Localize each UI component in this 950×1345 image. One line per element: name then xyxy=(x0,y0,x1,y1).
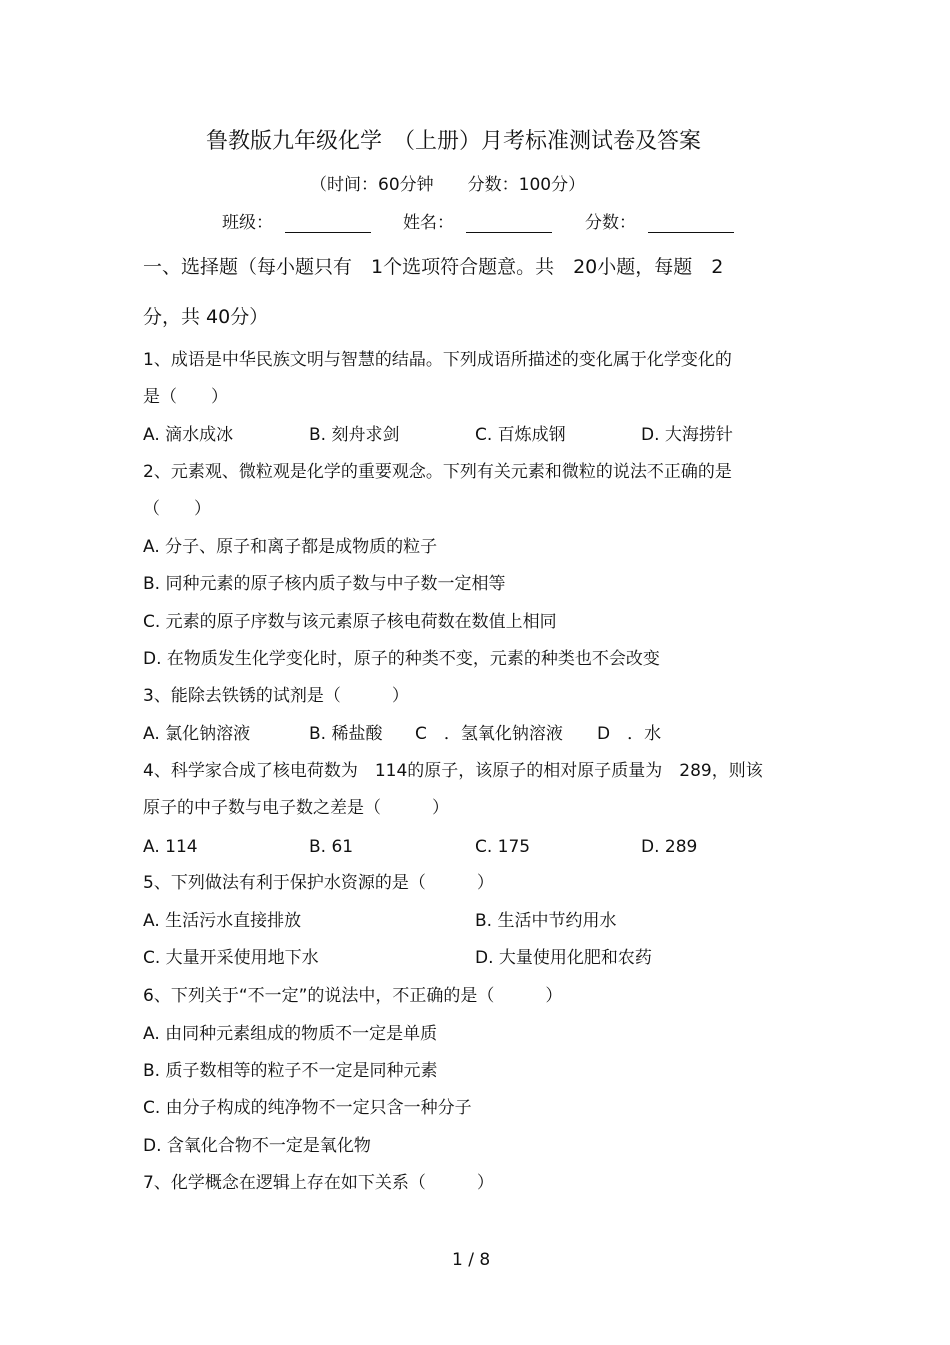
question-1-option-a[interactable]: A. 滴水成冰 xyxy=(143,425,234,445)
question-4-stem-cont: 原子的中子数与电子数之差是（ ） xyxy=(143,798,449,818)
question-5-option-d[interactable]: D. 大量使用化肥和农药 xyxy=(475,948,652,968)
question-5-option-b[interactable]: B. 生活中节约用水 xyxy=(475,911,617,931)
name-label: 姓名： xyxy=(403,213,454,233)
question-4-stem: 4、科学家合成了核电荷数为 114的原子，该原子的相对原子质量为 289，则该 xyxy=(143,761,763,781)
question-2-stem-cont: （ ） xyxy=(143,499,211,519)
question-1-option-b[interactable]: B. 刻舟求剑 xyxy=(309,425,400,445)
question-2-option-d[interactable]: D. 在物质发生化学变化时，原子的种类不变，元素的种类也不会改变 xyxy=(143,649,660,669)
question-2-option-b[interactable]: B. 同种元素的原子核内质子数与中子数一定相等 xyxy=(143,574,506,594)
question-7-stem: 7、化学概念在逻辑上存在如下关系（ ） xyxy=(143,1173,494,1193)
question-2-option-a[interactable]: A. 分子、原子和离子都是成物质的粒子 xyxy=(143,537,438,557)
question-3-stem: 3、能除去铁锈的试剂是（ ） xyxy=(143,686,409,706)
name-field xyxy=(403,213,552,233)
question-1-option-d[interactable]: D. 大海捞针 xyxy=(641,425,733,445)
class-field xyxy=(222,213,371,233)
section-heading-line2: 分，共 40分） xyxy=(143,306,269,328)
question-6-option-b[interactable]: B. 质子数相等的粒子不一定是同种元素 xyxy=(143,1061,438,1081)
question-4-option-d[interactable]: D. 289 xyxy=(641,837,698,857)
question-6-stem: 6、下列关于“不一定”的说法中，不正确的是（ ） xyxy=(143,986,563,1006)
question-6-option-d[interactable]: D. 含氧化合物不一定是氧化物 xyxy=(143,1136,371,1156)
question-1-option-c[interactable]: C. 百炼成钢 xyxy=(475,425,566,445)
question-5-stem: 5、下列做法有利于保护水资源的是（ ） xyxy=(143,873,494,893)
question-5-option-a[interactable]: A. 生活污水直接排放 xyxy=(143,911,302,931)
question-3-option-d[interactable]: D ．水 xyxy=(597,724,662,744)
question-4-option-b[interactable]: B. 61 xyxy=(309,837,354,857)
question-4-option-a[interactable]: A. 114 xyxy=(143,837,198,857)
exam-time-score: （时间：60分钟 分数：100分） xyxy=(310,175,586,195)
question-4-option-c[interactable]: C. 175 xyxy=(475,837,531,857)
question-5-option-c[interactable]: C. 大量开采使用地下水 xyxy=(143,948,319,968)
class-label: 班级： xyxy=(222,213,273,233)
score-blank[interactable] xyxy=(648,216,734,233)
class-blank[interactable] xyxy=(285,216,371,233)
question-6-option-a[interactable]: A. 由同种元素组成的物质不一定是单质 xyxy=(143,1024,438,1044)
question-3-option-b[interactable]: B. 稀盐酸 xyxy=(309,724,383,744)
page-title: 鲁教版九年级化学 （上册）月考标准测试卷及答案 xyxy=(206,129,702,154)
score-field xyxy=(585,213,734,233)
question-2-stem: 2、元素观、微粒观是化学的重要观念。下列有关元素和微粒的说法不正确的是 xyxy=(143,462,732,482)
score-label: 分数： xyxy=(585,213,636,233)
question-1-stem: 1、成语是中华民族文明与智慧的结晶。下列成语所描述的变化属于化学变化的 xyxy=(143,350,732,370)
question-2-option-c[interactable]: C. 元素的原子序数与该元素原子核电荷数在数值上相同 xyxy=(143,612,557,632)
question-3-option-a[interactable]: A. 氯化钠溶液 xyxy=(143,724,251,744)
name-blank[interactable] xyxy=(466,216,552,233)
question-6-option-c[interactable]: C. 由分子构成的纯净物不一定只含一种分子 xyxy=(143,1098,472,1118)
page-number: 1 / 8 xyxy=(452,1250,491,1270)
section-heading-line1: 一、选择题（每小题只有 1个选项符合题意。共 20小题，每题 2 xyxy=(143,256,724,278)
question-1-stem-cont: 是（ ） xyxy=(143,387,228,407)
question-3-option-c[interactable]: C ．氢氧化钠溶液 xyxy=(415,724,563,744)
